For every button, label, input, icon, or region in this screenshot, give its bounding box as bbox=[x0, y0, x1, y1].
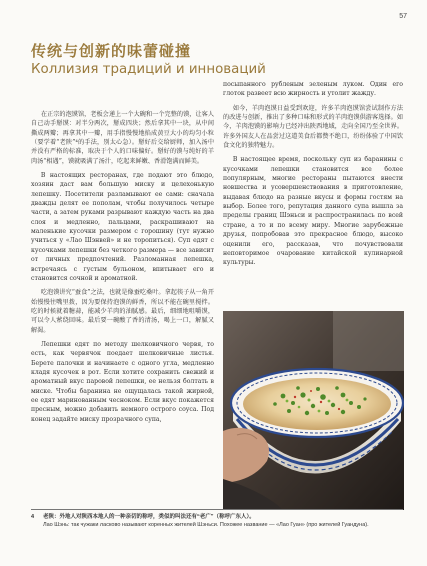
paragraph-ru-continued: посыпанного рубленым зеленым луком. Один его глоток развеет всю жирность и утолит жажду. bbox=[223, 81, 403, 98]
footnote-chinese: 老陕：外地人对陕西本地人的一种亲切的称呼，类似的叫法还有“老广”（称呼广东人）。 bbox=[43, 514, 255, 520]
paragraph-zh-1: 在正宗的泡馍馆，老板会递上一个大碗和一个完整的馍，让客人自己动手掰馍：对半分两次，掰成四块；然后拿其中一块，从中间撕成两瓣；再拿其中一瓣，用手指慢慢地掐成黄豆大小的均匀小粒（要学着“老陕”⁴的手法，别太心急）。掰好后交给厨师，加入汤中并没有严格的标准，取决于个人的口味偏好。掰好的馍与纯好的羊肉汤“相遇”，馍就吸满了汤汁，吃起来鲜嫩、香滑饱满而鲜美。 bbox=[31, 111, 214, 165]
paragraph-zh-2: 吃泡馍讲究“蚕食”之法，也就是像蚕吃桑叶。拿起筷子从一角开始慢慢往嘴里拨，因为要保持泡馍的鲜香，所以不能在碗里搅拌。吃的时候就着糖蒜，能减少羊肉的油腻感。最后，细细地咀嚼馍，可以令人萦绕回味。最后要一碗酸了香的清汤，喝上一口，解腻又解渴。 bbox=[31, 289, 214, 334]
soup-bowl-illustration bbox=[223, 311, 404, 510]
footnote bbox=[31, 513, 391, 529]
title-chinese: 传统与创新的味蕾碰撞 bbox=[31, 42, 192, 60]
section-title-block bbox=[31, 42, 411, 78]
footnote-divider bbox=[31, 509, 403, 510]
footnote-number: 4 bbox=[31, 514, 35, 520]
paragraph-ru-1: В настоящих ресторанах, где подают это блюдо, хозяин даст вам большую миску и целехонькую лепешку. Посетители разламывают ее сами: сначала дважды делят ее пополам, чтобы получилось четыре части, а затем руками разрывают каждую часть на два слоя и медленно, пальцами, раскрашивают на маленькие кусочки размером с горошину (тут нужно учиться у «Лао Шэнвей» и не торопиться). Суп едят с кусочками лепешки без четкого размера — все зависит от личных предпочтений. Разломанная лепешка, встречаясь с густым бульоном, впитывает его и становится сочной и ароматной. bbox=[31, 172, 214, 282]
paragraph-ru-2: Лепешки едят по методу шелковичного червя, то есть, как червячок поедает шелковичные листья. Берете палочки и начинаете с одного угла, медленно кладя кусочек в рот. Если хотите сохранить свежий и ароматный вкус паровой лепешки, ее нельзя болтать в миске. Чтобы баранина не ощущалась такой жирной, ее едят маринованным чесноком. Если вкус покажется пресным, можно добавить немного острого соуса. Под конец задайте миску прозрачного супа, bbox=[31, 340, 214, 423]
paragraph-ru-3: В настоящее время, поскольку суп из баранины с кусочками лепешки становится все более популярным, многие рестораны пытаются внести новшества и усовершенствования в приготовление, выдавая блюдо на разные вкусы и формы гостям на выбор. Более того, репутация данного супа вышла за пределы границ Шэньси и распространилась по всей стране, а то и по всему миру. Многие зарубежные друзья, попробовав это прекрасное блюдо, высоко оценили его, рассказав, что почувствовали неповторимое очарование китайской кулинарной культуры. bbox=[223, 156, 403, 267]
photo-soup-bowl bbox=[223, 311, 404, 510]
paragraph-zh-3: 如今，羊肉泡馍日益受到欢迎，许多羊肉泡馍馆尝试制作方法的改进与创新，推出了多种口味和形式的羊肉泡馍供游客选择。如今，羊肉泡馍的影响力已经冲出陕西地域，走向全国乃至全世界。许多外国友人在品尝过这道美食后都赞不绝口，纷纷体验了中国饮食文化的独特魅力。 bbox=[223, 104, 403, 150]
page-number: 57 bbox=[399, 13, 407, 20]
footnote-russian: Лао Шэнь: так чужаки ласково называют коренных жителей Шэньси. Похожее название — «Лао Гуан» (про жителей Гуандуна). bbox=[43, 522, 369, 528]
left-column bbox=[31, 110, 214, 429]
right-column bbox=[223, 80, 403, 273]
title-russian: Коллизия традиций и инноваций bbox=[31, 62, 266, 77]
